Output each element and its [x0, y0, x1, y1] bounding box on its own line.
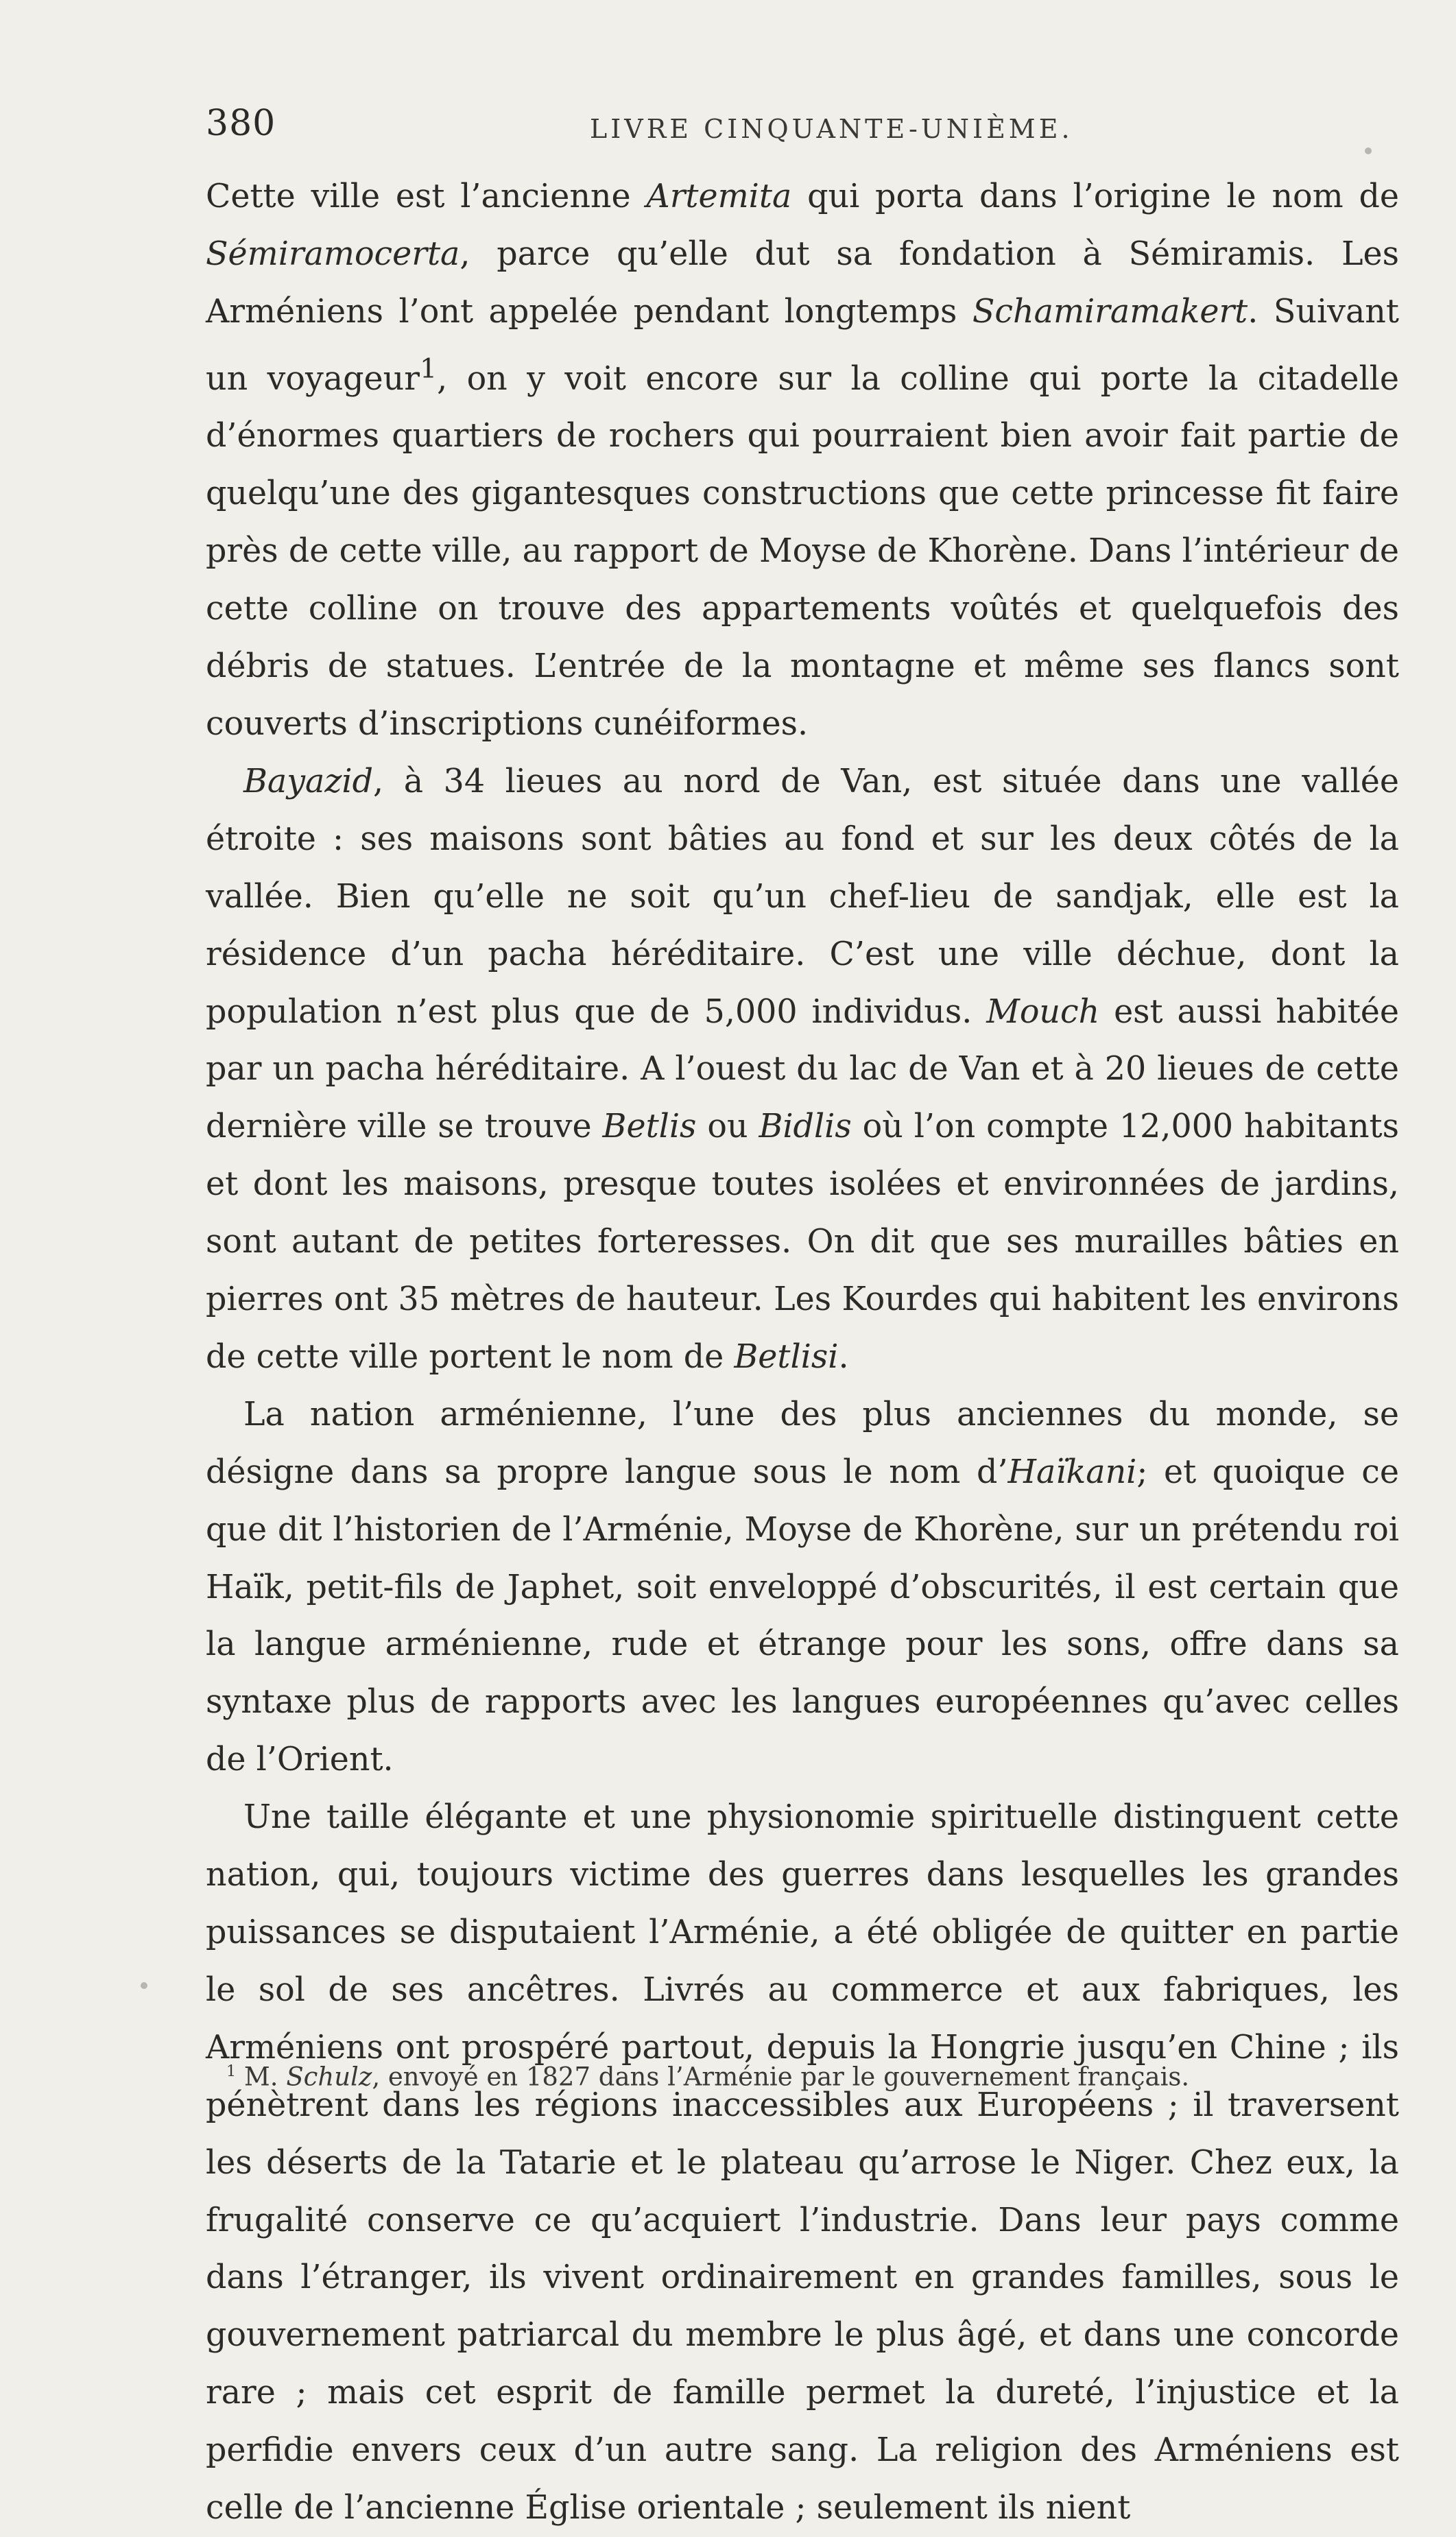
paragraph — [206, 1386, 1399, 1789]
paper-speck — [1365, 147, 1372, 154]
italic-text: Schulz — [286, 2062, 372, 2092]
paragraph — [206, 168, 1399, 753]
paper-speck — [141, 1982, 147, 1989]
italic-text: Betlisi — [734, 1337, 839, 1376]
italic-text: Haïkani — [1007, 1453, 1137, 1491]
page-number: 380 — [206, 103, 276, 144]
italic-text: Mouch — [986, 992, 1100, 1031]
italic-text: Sémiramocerta — [206, 235, 460, 273]
italic-text: Bidlis — [759, 1108, 852, 1146]
text-run: , à 34 lieues au nord de Van, est située dans une vallée étroite : ses maisons sont bâties au fond et sur les deux côtés de la vallée. Bien qu’elle ne soit qu’un chef-lieu de sandjak, elle est la résidence d’un pacha héréditaire. C’est une ville déchue, dont la population n’est plus que de 5,000 individus. — [206, 762, 1399, 1031]
text-run: La nation arménienne, l’une des plus anciennes du monde, se désigne dans sa propre langue sous le nom d’ — [206, 1395, 1399, 1491]
footnote-marker: 1 — [226, 2062, 237, 2080]
text-run: , envoyé en 1827 dans l’Arménie par le gouvernement français. — [372, 2062, 1190, 2092]
italic-text: Betlis — [602, 1108, 697, 1146]
text-run: , on y voit encore sur la colline qui porte la citadelle d’énormes quartiers de rochers qui pourraient bien avoir fait partie de quelqu’une des gigantesques constructions que cette princesse fit faire près de cette ville, au rapport de Moyse de Khorène. Dans l’intérieur de cette colline on trouve des appartements voûtés et quelquefois des débris de statues. L’entrée de la montagne et même ses flancs sont couverts d’inscriptions cunéiformes. — [206, 359, 1399, 743]
text-run: M. — [243, 2062, 287, 2092]
paragraph — [206, 1789, 1399, 2537]
text-run: où l’on compte 12,000 habitants et dont les maisons, presque toutes isolées et environnées de jardins, sont autant de petites forteresses. On dit que ses murailles bâties en pierres ont 35 mètres de hauteur. Les Kourdes qui habitent les environs de cette ville portent le nom de — [206, 1108, 1400, 1376]
running-title: LIVRE CINQUANTE-UNIÈME. — [590, 114, 1073, 144]
text-run: . — [838, 1337, 849, 1376]
page-header — [206, 103, 1385, 158]
italic-text: Bayazid — [243, 762, 374, 800]
text-run: Cette ville est l’ancienne — [206, 178, 647, 215]
paragraph — [206, 753, 1399, 1386]
text-run: Une taille élégante et une physionomie spirituelle distinguent cette nation, qui, toujours victime des guerres dans lesquelles les grandes puissances se disputaient l’Arménie, a été obligée de quitter en partie le sol de ses ancêtres. Livrés au commerce et aux fabriques, les Arméniens ont prospéré partout, depuis la Hongrie jusqu’en Chine ; ils pénètrent dans les régions inaccessibles aux Européens ; il traversent les déserts de la Tatarie et le plateau qu’arrose le Niger. Chez eux, la frugalité conserve ce qu’acquiert l’industrie. Dans leur pays comme dans l’étranger, ils vivent ordinairement en grandes familles, sous le gouvernement patriarcal du membre le plus âgé, et dans une concorde rare ; mais cet esprit de famille permet la dureté, l’injustice et la perfidie envers ceux d’un autre sang. La religion des Arméniens est celle de l’ancienne Église orientale ; seulement ils nient — [206, 1798, 1399, 2527]
italic-text: Artemita — [646, 178, 792, 215]
text-run: qui porta dans l’origine le nom de — [791, 178, 1399, 215]
text-run: . Suivant un voyageur — [206, 292, 1399, 398]
text-run: ; et quoique ce que dit l’historien de l’Arménie, Moyse de Khorène, sur un prétendu roi Haïk, petit-fils de Japhet, soit enveloppé d’obscurités, il est certain que la langue arménienne, rude et étrange pour les sons, offre dans sa syntaxe plus de rapports avec les langues européennes qu’avec celles de l’Orient. — [206, 1453, 1400, 1779]
italic-text: Schamiramakert — [972, 292, 1248, 331]
footnote — [206, 2054, 1385, 2094]
text-run: ou — [696, 1108, 759, 1146]
text-run: , parce qu’elle dut sa fondation à Sémiramis. Les Arméniens l’ont appelée pendant longtemps — [206, 235, 1399, 331]
text-run: est aussi habitée par un pacha héréditaire. A l’ouest du lac de Van et à 20 lieues de cette dernière ville se trouve — [206, 992, 1400, 1146]
body-text — [206, 168, 1399, 2537]
footnote-ref: 1 — [419, 353, 438, 385]
